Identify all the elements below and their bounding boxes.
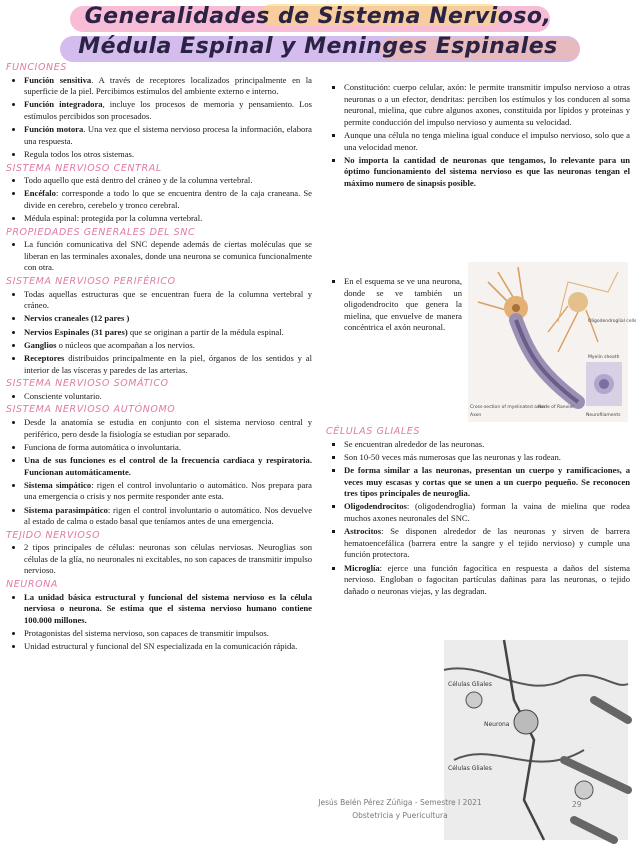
list-item (24, 455, 312, 478)
label-oligodendroglial: Oligodendroglial cells (588, 319, 636, 324)
bold-term: Sistema parasimpático (24, 504, 108, 515)
list-constitucion (326, 82, 630, 190)
section-heading-funciones: FUNCIONES (6, 62, 67, 73)
bold-term: De forma similar a las neuronas, presentan un cuerpo y ramificaciones, a veces muy escasas y cortas que se unen a un cuerpo pequeño. Se reconocen tres tipos principales de neuroglia. (344, 464, 630, 499)
list-propiedades (6, 239, 312, 274)
item-text: : ejerce una función fagocítica en respuesta a daños del sistema nervioso. Engloban o fagocitan partículas dañinas para las neuronas, o tejido dañado o neuronas viejas, y las degradan. (344, 562, 630, 596)
footer-course: Obstetricia y Puericultura (352, 811, 448, 820)
list-neurona (6, 592, 312, 653)
bold-term: La unidad básica estructural y funcional del sistema nervioso es la célula nerviosa o neurona. Se estima que el sistema nervioso humano contiene 100.000 millones. (24, 591, 312, 625)
list-item (24, 628, 312, 640)
bold-term: No importa la cantidad de neuronas que tengamos, lo relevante para un óptimo funcionamiento del sistema nervioso es que las neuronas tengan el máximo numero de sinapsis posible. (344, 154, 630, 188)
right-column-top (326, 82, 630, 191)
label-myelin-sheath: Myelin sheath (588, 355, 620, 360)
list-item (24, 340, 312, 352)
list-item (344, 501, 630, 524)
list-tejido (6, 542, 312, 577)
list-item (344, 82, 630, 128)
list-item (344, 452, 630, 464)
item-text: Constitución: cuerpo celular, axón: le permite transmitir impulso nervioso a otras neuronas o a un efector, dendritas: perciben los estímulos y los conducen al soma neuronal, mielina, que cubre algunos axones, constituida por lípidos y proteínas y permite conducción del impulso nervioso y aumenta su velocidad. (344, 82, 630, 127)
bold-term: Función motora (24, 124, 84, 135)
list-sns (6, 391, 312, 403)
section-heading-glia: CÉLULAS GLIALES (326, 426, 421, 437)
item-text: : rigen el control involuntario o automático. Nos prepara para una emergencia o crisis y nos permite responder ante esta. (24, 479, 312, 502)
list-item (24, 353, 312, 376)
list-item (24, 149, 312, 161)
item-text: distribuidos principalmente en la piel, órganos de los sentidos y al interior de las vísceras y paredes de las arterias. (24, 353, 312, 375)
item-text: : (oligodendroglia) forman la vaina de mielina que rodea muchos axones neuronales del SNC. (344, 501, 630, 523)
list-item (24, 542, 312, 577)
item-text: que se originan a partir de la médula espinal. (127, 326, 284, 337)
page-title-line2: Médula Espinal y Meninges Espinales (78, 34, 558, 59)
bold-term: Función sensitiva (24, 74, 92, 85)
item-text: Unidad estructural y funcional del SN especializada en la comunicación rápida. (24, 641, 298, 652)
title-banner (0, 0, 636, 66)
section-heading-snp: SISTEMA NERVIOSO PERIFÉRICO (6, 276, 176, 288)
item-text: 2 tipos principales de células: neuronas son células nerviosas. Neuroglias son células de la glía, no neuronales ni excitables, no son capaces de transmitir impulso nervioso. (24, 542, 312, 576)
section-heading-propiedades: PROPIEDADES GENERALES DEL SNC (6, 226, 196, 238)
esquema-paragraph (326, 276, 462, 336)
item-text: Funciona de forma automática o involuntaria. (24, 441, 182, 452)
section-heading-snc: SISTEMA NERVIOSO CENTRAL (6, 162, 162, 174)
item-text: Son 10-50 veces más numerosas que las neuronas y las rodean. (344, 451, 561, 462)
label-node-ranvier: Node of Ranvier (538, 405, 575, 410)
item-text: La función comunicativa del SNC depende además de ciertas moléculas que se liberan en las terminales axonales, donde una neurona se comunica funcionalmente con otra. (24, 239, 312, 273)
section-heading-neurona: NEURONA (6, 579, 58, 591)
item-text: Todo aquello que está dentro del cráneo y de la columna vertebral. (24, 175, 253, 186)
list-item (24, 391, 312, 403)
bold-term: Receptores (24, 353, 65, 363)
item-text: o núcleos que acompañan a los nervios. (56, 339, 195, 350)
page-title-line1: Generalidades de Sistema Nervioso, (84, 4, 552, 29)
bold-term: Función integradora (24, 99, 103, 110)
list-item (24, 213, 312, 225)
bold-term: Encéfalo (24, 188, 56, 199)
list-item (24, 289, 312, 312)
item-text: : rigen el control involuntario o automático. Nos devuelve al estado de calma o estado basal que teníamos antes de una emergencia. (24, 504, 313, 527)
item-text: Desde la anatomía se estudia en conjunto con el sistema nervioso central y periférico, pero desde la fisiología se estudian por separado. (24, 416, 312, 439)
list-item (24, 75, 312, 98)
item-text: , incluye los procesos de memoria y pensamiento. Los estímulos percibidos son procesados. (24, 99, 312, 121)
list-item (24, 442, 312, 454)
label-cross-section: Cross-section of myelinated axon (470, 405, 545, 410)
item-text: Regula todos los otros sistemas. (24, 148, 135, 159)
bold-term: Ganglios (24, 339, 57, 350)
list-funciones (6, 75, 312, 161)
bold-term: Nervios Espinales (31 pares) (24, 326, 128, 337)
item-text: : Se disponen alrededor de las neuronas y sirven de barrera hematoencefálica (barrera entre la sangre y el tejido nervioso) y cumple una función protectora. (344, 526, 630, 560)
page-number: 29 (572, 800, 582, 809)
list-snc (6, 175, 312, 225)
glia-section (326, 424, 630, 599)
section-heading-tejido: TEJIDO NERVIOSO (6, 529, 101, 541)
item-text: : corresponde a todo lo que se encuentra dentro de la caja craneana. Se divide en cerebro, cerebelo y tronco cerebral. (24, 188, 312, 210)
list-item (24, 592, 312, 627)
bold-term: Nervios craneales (12 pares ) (24, 313, 130, 324)
list-item (24, 188, 312, 211)
list-item (24, 175, 312, 187)
label-neurofilaments: Neurofilaments (586, 413, 621, 418)
item-text: Todas aquellas estructuras que se encuentran fuera de la columna vertebral y cráneo. (24, 288, 312, 311)
list-item (24, 505, 312, 528)
list-item (24, 641, 312, 653)
item-text: Protagonistas del sistema nervioso, son capaces de transmitir impulsos. (24, 628, 269, 639)
list-item (344, 526, 630, 561)
list-item (24, 239, 312, 274)
label-axon: Axon (470, 413, 482, 418)
list-sna (6, 417, 312, 528)
label-celulas-gliales-1: Células Gliales (448, 681, 492, 688)
footer (250, 796, 550, 822)
item-text: . Una vez que el sistema nervioso procesa la información, elabora una respuesta. (24, 124, 312, 146)
list-item (344, 155, 630, 190)
section-heading-sns: SISTEMA NERVIOSO SOMÁTICO (6, 378, 169, 390)
bold-term: Sistema simpático (24, 479, 92, 490)
item-text: Médula espinal: protegida por la columna vertebral. (24, 213, 203, 224)
list-item (24, 124, 312, 147)
bold-term: Oligodendrocitos (344, 501, 407, 512)
list-item (24, 327, 312, 339)
item-text: Consciente voluntario. (24, 390, 102, 401)
list-glia (326, 439, 630, 598)
bold-term: Una de sus funciones es el control de la frecuencia cardiaca y respiratoria. Funcionan automáticamente. (24, 454, 312, 477)
list-snp (6, 289, 312, 377)
bold-term: Astrocitos (344, 526, 382, 537)
list-item (24, 480, 312, 503)
label-neurona: Neurona (484, 721, 510, 728)
label-celulas-gliales-2: Células Gliales (448, 765, 492, 772)
footer-author: Jesús Belén Pérez Zúñiga - Semestre I 2021 (318, 798, 482, 807)
esquema-text: ▪ En el esquema se ve una neurona, donde se ve también un oligodendrocito que genera la mielina, que envuelve de manera concéntrica el axón neuronal. (344, 276, 462, 334)
list-item (344, 563, 630, 598)
neuron-myelin-diagram (468, 262, 636, 422)
item-text: . A través de receptores localizados principalmente en la superficie de la piel. Percibimos estímulos del ambiente externo e interno. (24, 74, 312, 97)
item-text: Se encuentran alrededor de las neuronas. (344, 438, 485, 449)
list-item (24, 99, 312, 122)
list-item (344, 439, 630, 451)
list-item (344, 130, 630, 153)
item-text: Aunque una célula no tenga mielina igual conduce el impulso nervioso, solo que a una velocidad menor. (344, 129, 630, 152)
bold-term: Microglía (344, 562, 380, 573)
left-column (6, 60, 312, 654)
list-item (24, 417, 312, 440)
list-item (344, 465, 630, 500)
list-item (24, 313, 312, 325)
section-heading-sna: SISTEMA NERVIOSO AUTÓNOMO (6, 404, 176, 416)
